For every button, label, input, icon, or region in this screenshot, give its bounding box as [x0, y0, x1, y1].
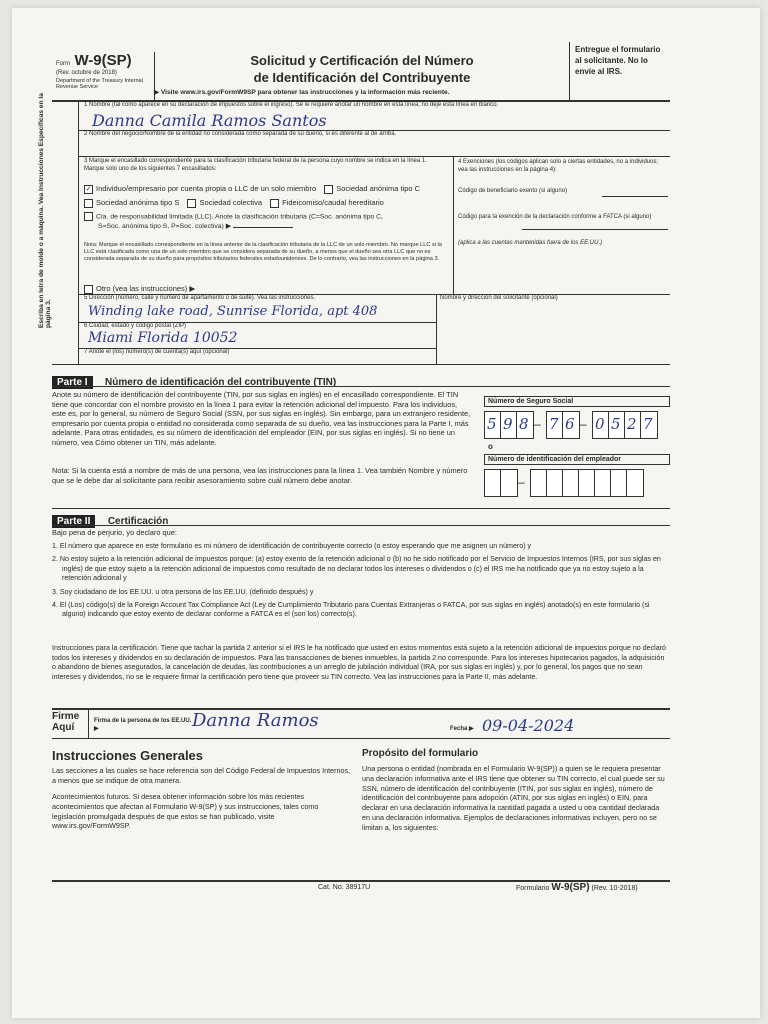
part2-tag: Parte II	[52, 515, 95, 528]
part2-title: Certificación	[107, 516, 169, 527]
general-instructions-title: Instrucciones Generales	[52, 748, 204, 763]
part1-text: Anote su número de identificación del contribuyente (TIN, por sus siglas en inglés) en el encasillado correspondiente. El TIN tiene que concordar con el nombre provisto en la línea 1 para evitar la retención adicional del impuesto. Para los individuos, este es, por lo general, su número de Seguro Social (SSN, por sus siglas en inglés). Sin embargo, para un extranjero residente, empresario por cuenta propia o entidad no considerada como separada de su dueño, vea las instrucciones para la Parte I, más adelante. Para otras entidades, es su número de identificación del empleador (EIN, por sus siglas en inglés). Si no tiene un número, vea Cómo obtener un TIN, más adelante.	[52, 390, 471, 447]
opt-s-label: Sociedad anónima tipo S	[96, 198, 180, 207]
general-p2: Acontecimientos futuros. Si desea obtener información sobre los más recientes acontecimientos que afectan al Formulario W-9(SP) y sus instrucciones, tales como legislación promulgada después de que estos se han publicado, visite www.irs.gov/FormW9SP.	[52, 792, 319, 831]
cert-instructions: Instrucciones para la certificación. Tiene que tachar la partida 2 anterior si el IRS le ha notificado que usted en estos momentos está sujeto a la retención adicional de impuestos porque no declaró todos los intereses y dividendos en su declaración de impuestos. Para las transacciones de bienes inmuebles, la partida 2 no corresponde. Para los intereses hipotecarios pagados, la adquisición o abandono de bienes asegurados, la cancelación de deudas, las contribuciones a un arreglo de jubilación individual (IRA, por sus siglas en inglés) y, por lo general, los pagos que no sean intereses y dividendos, no se le requiere firmar la certificación pero tiene que proveer su TIN correcto. Vea las instrucciones para la Parte II, más adelante.	[52, 644, 666, 681]
ein-field[interactable]	[484, 469, 670, 497]
line2-label: 2 Nombre del negocio/Nombre de la entidad no considerada como separada de su dueño, si es diferente al de arriba.	[84, 131, 397, 137]
classification-options	[84, 184, 464, 232]
footer-form-word: Formulario	[516, 885, 550, 892]
side-note: Escriba en letra de molde o a máquina. Vea Instrucciones Específicas en la página 3.	[38, 93, 52, 328]
title-line-2: de Identificación del Contribuyente	[253, 70, 471, 85]
city-field[interactable]: Miami Florida 10052	[88, 330, 238, 346]
certification-list	[52, 542, 670, 620]
footer-form	[516, 882, 638, 893]
fatca-code-label: Código para la exención de la declaración conforme a FATCA (si alguno)	[458, 214, 652, 220]
opt-trust-label: Fideicomiso/caudal hereditario	[282, 198, 384, 207]
general-p1: Las secciones a las cuales se hace referencia son del Código Federal de Impuestos Internos, a menos que se indique de otra manera.	[52, 766, 351, 785]
or-label: o	[488, 442, 493, 451]
ssn-digit	[640, 411, 658, 439]
form-rev: (Rev. octubre de 2018)	[56, 70, 117, 76]
address-field[interactable]: Winding lake road, Sunrise Florida, apt 408	[88, 304, 378, 319]
fatca-note: (aplica a las cuentas mantenidas fuera de los EE.UU.)	[458, 240, 603, 246]
opt-c-label: Sociedad anónima tipo C	[336, 184, 421, 193]
part1-header	[52, 372, 336, 390]
opt-llc-label: Cía. de responsabilidad limitada (LLC). Anote la clasificación tributaria (C=Soc. anónima tipo C,	[96, 213, 383, 221]
title-line-1: Solicitud y Certificación del Número	[250, 53, 474, 68]
line6-label: 6 Ciudad, estado y código postal (ZIP)	[84, 323, 187, 329]
llc-class-field[interactable]	[233, 227, 293, 228]
footer-rev: (Rev. 10-2018)	[591, 885, 638, 892]
ein-label: Número de identificación del empleador	[484, 454, 670, 465]
ssn-label: Número de Seguro Social	[484, 396, 670, 407]
ssn-dash: –	[534, 417, 541, 431]
cert-item-4: 4. El (Los) código(s) de la Foreign Account Tax Compliance Act (Ley de Cumplimiento Tributario para Cuentas Extranjeras o FATCA, por sus siglas en inglés) anotado(s) en este formulario (si alguno) indicando que estoy exento de declarar conforme a FATCA es el (son los) correcto(s).	[52, 601, 650, 619]
opt-other-label: Otro (vea las instrucciones) ▶	[96, 284, 196, 293]
part1-tag: Parte I	[52, 376, 93, 389]
footer-form-name: W-9(SP)	[551, 882, 590, 893]
part2-intro: Bajo pena de perjurio, yo declaro que:	[52, 528, 177, 537]
sign-here: Firme Aquí	[52, 711, 80, 733]
line5-label: 5 Dirección (número, calle y número de apartamento o de suite). Vea las instrucciones.	[84, 295, 316, 301]
name-field[interactable]: Danna Camila Ramos Santos	[92, 111, 327, 130]
form-id-block	[56, 52, 160, 91]
ssn-field[interactable]	[484, 411, 670, 439]
visit-line: ▶ Visite www.irs.gov/FormW9SP para obtener las instrucciones y la información más reciente.	[154, 89, 450, 96]
part1-title: Número de identificación del contribuyente (TIN)	[105, 377, 337, 388]
ssn-digit-text: 8	[519, 415, 529, 433]
purpose-title: Propósito del formulario	[362, 748, 479, 759]
ssn-digit	[516, 411, 534, 439]
line1-label: 1 Nombre (tal como aparece en su declaración de impuestos sobre el ingreso). Se le requiere anotar un nombre en esta línea; no deje esta línea en blanco.	[84, 102, 499, 108]
payee-code-label: Código de beneficiario exento (si alguno)	[458, 188, 568, 194]
line7-label: 7 Anote el (los) número(s) de cuenta(s) aquí (opcional)	[84, 349, 230, 355]
s-corp-checkbox[interactable]	[84, 199, 93, 208]
purpose-text: Una persona o entidad (nombrada en el Formulario W-9(SP)) a quien se le requiera presentar una declaración informativa ante el IRS tiene que obtener su TIN correcto, el cual puede ser su SSN, número de identificación del contribuyente (ITIN, por sus siglas en inglés), número de identificación del contribuyente para adopción (ATIN, por sus siglas en inglés) o EIN, para declarar en una declaración informativa la cantidad pagada a usted u otra cantidad declarada en una declaración informativa. Ejemplos de declaraciones informativas incluyen, pero no se limitan a, los siguientes:	[362, 764, 665, 832]
opt-partnership-label: Sociedad colectiva	[199, 198, 263, 207]
cert-item-3: 3. Soy ciudadano de los EE.UU. u otra persona de los EE.UU. (definido después) y	[52, 587, 314, 596]
opt-individual-label: Individuo/empresario por cuenta propia o LLC de un solo miembro	[96, 184, 317, 193]
line4-label: 4 Exenciones (los códigos aplican solo a ciertas entidades, no a individuos; vea las instrucciones en la página 4):	[458, 159, 659, 173]
form-dept: Department of the Treasury Internal Revenue Service	[56, 77, 143, 90]
individual-checkbox[interactable]: ✓	[85, 185, 92, 193]
c-corp-checkbox[interactable]	[324, 185, 333, 194]
opt-llc2-label: S=Soc. anónima tipo S, P=Soc. colectiva) ▶	[98, 223, 231, 231]
deliver-note: Entregue el formulario al solicitante. No lo envíe al IRS.	[575, 45, 661, 76]
page-title	[162, 52, 562, 86]
trust-checkbox[interactable]	[270, 199, 279, 208]
business-name-field[interactable]	[92, 140, 652, 154]
partnership-checkbox[interactable]	[187, 199, 196, 208]
cert-item-1: 1. El número que aparece en este formulario es mi número de identificación de contribuyente correcto (o estoy esperando que me asignen un número) y	[52, 542, 532, 550]
ssn-digit-text: 0	[595, 415, 605, 433]
cert-item-2: 2. No estoy sujeto a la retención adicional de impuestos porque: (a) estoy exento de la retención adicional o (b) no he sido notificado por el Servicio de Impuestos Internos (IRS, por sus siglas en inglés) de que estoy sujeto a la retención adicional de impuestos como resultado de no declarar todos los intereses o dividendos o (c) el IRS me ha notificado que ya no estoy sujeto a la retención adicional y	[52, 555, 661, 583]
signature-label: Firma de la persona de los EE.UU. ▶	[94, 718, 192, 732]
date-field[interactable]: 09-04-2024	[482, 716, 575, 735]
ssn-digit	[562, 411, 580, 439]
part2-header	[52, 511, 168, 529]
part1-note: Nota: Si la cuenta está a nombre de más de una persona, vea las instrucciones para la línea 1. Vea también Nombre y número que se le debe dar al solicitante para recibir asesoramiento sobre cuál número debe anotar.	[52, 466, 468, 485]
ssn-digit-text: 5	[487, 415, 497, 433]
line3-label: 3 Marque el encasillado correspondiente para la clasificación tributaria federal de la persona cuyo nombre se indica en la línea 1. Marque solo uno de los siguientes 7 encasillados:	[84, 158, 427, 172]
llc-checkbox[interactable]	[84, 212, 93, 221]
ssn-digit-text: 9	[503, 415, 513, 433]
date-label: Fecha ▶	[450, 726, 474, 732]
llc-note: Nota: Marque el encasillado correspondiente en la línea anterior de la clasificación tributaria de la LLC de un solo miembro. No marque LLC si la LLC está clasificada como una de un solo miembro que se considera separada de su dueño, a menos que el dueño sea otra LLC que no es considerada separada de su dueño para propósitos tributarios federales estadounidenses. De lo contrario, vea las instrucciones en la página 3.	[84, 242, 442, 262]
ssn-dash: –	[580, 417, 587, 431]
ssn-digit-text: 7	[549, 415, 559, 433]
signature-field[interactable]: Danna Ramos	[192, 710, 319, 731]
form-name: W-9(SP)	[74, 52, 132, 69]
ssn-digit-text: 6	[565, 415, 575, 433]
ein-dash: –	[518, 475, 525, 489]
ssn-digit-text: 2	[627, 415, 637, 433]
ssn-digit-text: 7	[643, 415, 653, 433]
other-checkbox[interactable]	[84, 285, 93, 294]
other-option	[84, 284, 195, 294]
form-word: Form	[56, 61, 70, 67]
form-page	[12, 8, 760, 1018]
ein-digit	[500, 469, 518, 497]
cat-number: Cat. No. 38917U	[318, 884, 371, 891]
requester-label: Nombre y dirección del solicitante (opcional)	[440, 295, 558, 301]
ein-digit	[626, 469, 644, 497]
ssn-digit-text: 5	[611, 415, 621, 433]
